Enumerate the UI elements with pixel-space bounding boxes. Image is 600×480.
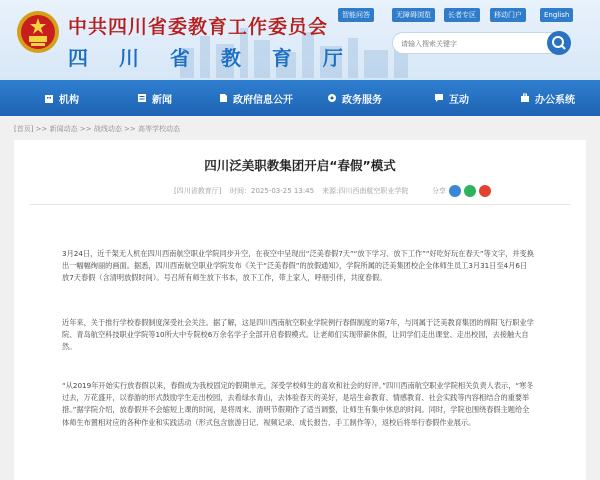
article-title: 四川泛美职教集团开启“春假”模式 bbox=[204, 158, 396, 173]
share-bar bbox=[432, 184, 491, 198]
national-emblem-icon bbox=[16, 10, 60, 54]
top-links bbox=[330, 8, 590, 22]
search-icon bbox=[547, 31, 571, 55]
party-committee-title: 中共四川省委教育工作委员会 bbox=[68, 16, 329, 38]
newspaper-icon bbox=[137, 93, 147, 103]
nav-label: 政务服务 bbox=[342, 94, 382, 106]
education-dept-title: 四 川 省 教 育 厅 bbox=[68, 46, 355, 70]
service-icon bbox=[327, 93, 337, 103]
title-divider bbox=[30, 204, 570, 205]
chat-icon bbox=[434, 93, 444, 103]
briefcase-icon bbox=[520, 93, 530, 103]
article-paragraph: 3月24日，近千架无人机在四川西南航空职业学院同步升空，在夜空中呈现出“泛美春假7天”“放下学习、放下工作”“好吃好玩在春天”等文字，并变换出一幅幅绚丽的画面。据悉，四川西南航空职业学院发布《关于“泛美春假”的放假通知》，学院所属的泛美集团校企全体师生员工3月31日至4月6日放7天春假（含清明放假时间）。号召所有师生放下书本，放下工作，带上家人，呼朋引伴，共度春假。 bbox=[62, 249, 534, 283]
toplink-ai-qa[interactable]: 智能问答 bbox=[338, 8, 374, 22]
publish-time: 时间：2025-03-25 13:45 bbox=[230, 187, 315, 195]
nav-item-gov-services[interactable] bbox=[327, 80, 382, 116]
building-icon bbox=[44, 93, 54, 103]
nav-item-institutions[interactable] bbox=[44, 80, 79, 116]
search-input[interactable] bbox=[401, 37, 541, 51]
nav-item-office-system[interactable] bbox=[520, 80, 575, 116]
breadcrumb[interactable]: [首页] >> 新闻动态 >> 战线动态 >> 高等学校动态 bbox=[14, 125, 181, 133]
share-label: 分享 bbox=[432, 187, 446, 195]
document-icon bbox=[218, 93, 228, 103]
search-button[interactable] bbox=[547, 31, 571, 55]
nav-label: 政府信息公开 bbox=[233, 94, 293, 106]
toplink-accessibility[interactable]: 无障碍浏览 bbox=[392, 8, 435, 22]
toplink-english[interactable]: English bbox=[540, 8, 573, 22]
nav-item-gov-info[interactable] bbox=[218, 80, 293, 116]
toplink-elderly[interactable]: 长者专区 bbox=[444, 8, 480, 22]
share-wechat-icon[interactable] bbox=[464, 185, 476, 197]
nav-label: 机构 bbox=[59, 94, 79, 106]
article-container bbox=[14, 140, 586, 480]
nav-label: 办公系统 bbox=[535, 94, 575, 106]
share-weibo-icon[interactable] bbox=[479, 185, 491, 197]
nav-item-news[interactable] bbox=[137, 80, 172, 116]
nav-item-interaction[interactable] bbox=[434, 80, 469, 116]
article-origin: 来源:四川西南航空职业学院 bbox=[322, 187, 409, 195]
article-paragraph: 近年来，关于推行学校春假制度深受社会关注。据了解，这是四川西南航空职业学院例行春假制度的第7年，与同属于泛美教育集团的绵阳飞行职业学院、青岛航空科技职业学院等10所大中专院校6万余名学子全部开启春假模式。让老师们实现带薪休假，让同学们走出课堂、走出校园，去接触大自然。 bbox=[62, 318, 534, 352]
toplink-mobile[interactable]: 移动门户 bbox=[490, 8, 526, 22]
source-tag: [四川省教育厅] bbox=[174, 187, 222, 195]
main-nav bbox=[0, 80, 600, 116]
nav-label: 互动 bbox=[449, 94, 469, 106]
site-header bbox=[0, 0, 600, 80]
article-paragraph: “从2019年开始实行放春假以来，春假成为我校固定的假期单元，深受学校师生的喜欢和社会的好评。”四川西南航空职业学院相关负责人表示，“寒冬过去，万花盛开，以春游的形式鼓励学生走出校园，去看绿水青山，去体验春天的美好，是培生命教育、情感教育、社会实践等内容相结合的重要举措。”据学院介绍，放春假并不会缩短上课的时间，是将周末、清明节假期作了适当调整，让师生有集中休息的时间。同时，学院也围绕春假主题给全体师生布置相对应的各种作业和实践活动（形式包含旅游日记、视频记录、成长报告、手工制作等），返校后将举行春假作业展示。 bbox=[62, 381, 534, 427]
search-box bbox=[392, 32, 570, 54]
share-qzone-icon[interactable] bbox=[449, 185, 461, 197]
nav-label: 新闻 bbox=[152, 94, 172, 106]
